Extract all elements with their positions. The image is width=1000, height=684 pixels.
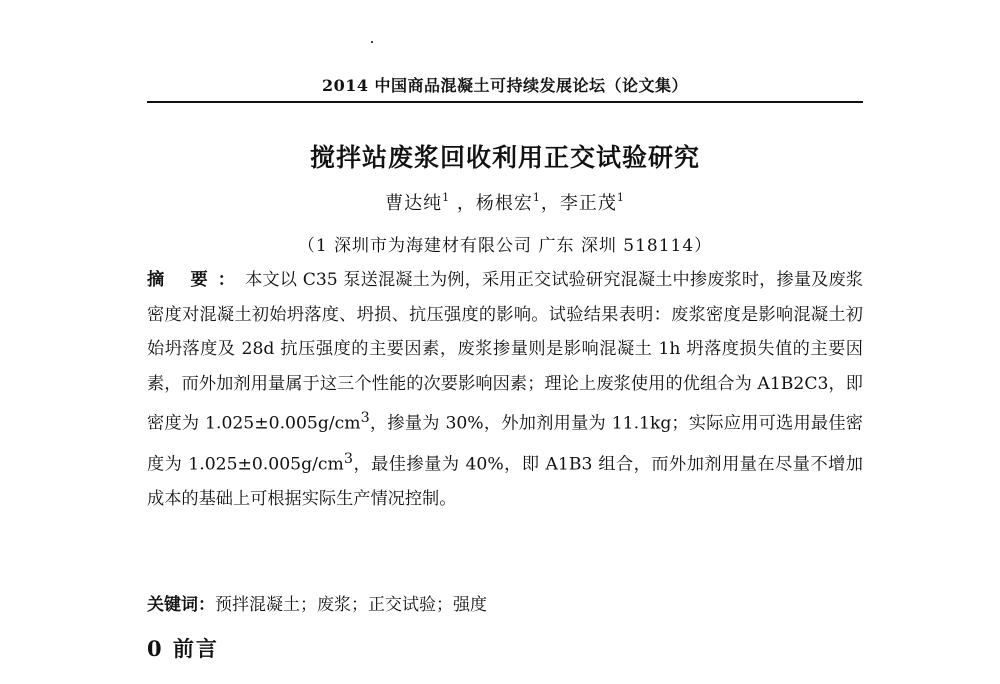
author-name: 曹达纯 <box>385 193 443 214</box>
author-list <box>147 189 863 215</box>
author-affil-mark: 1 <box>442 191 451 204</box>
abstract-text: ，最佳掺量为 40%，即 A1B3 组合，而外加剂用量在尽量不增加成本的基础上可根据实际生产情况控制。 <box>147 454 863 510</box>
author-affil-mark: 1 <box>616 191 625 204</box>
unit-superscript: 3 <box>343 450 353 467</box>
abstract-text: 本文以 C35 泵送混凝土为例，采用正交试验研究混凝土中掺废浆时，掺量及废浆密度对混凝土初始坍落度、坍损、抗压强度的影响。试验结果表明：废浆密度是影响混凝土初始坍落度及 28d 抗压强度的主要因素，废浆掺量则是影响混凝土 1h 坍落度损失值的主要因素，而外加剂用量属于这三个性能的次要影响因素；理论上废浆使用的优组合为 A1B2C3，即密度为 1.025±0.005g/cm <box>147 270 864 435</box>
keywords-label: 关键词： <box>147 595 215 615</box>
author-affil-mark: 1 <box>532 191 541 204</box>
unit-superscript: 3 <box>360 410 370 427</box>
abstract-label: 摘 要： <box>147 270 246 290</box>
scan-speck <box>371 41 373 43</box>
abstract <box>147 263 863 517</box>
header-rule <box>147 101 863 103</box>
keywords <box>147 590 863 615</box>
keywords-text: 预拌混凝土；废浆；正交试验；强度 <box>215 595 487 615</box>
abstract-text: ，掺量为 30%，外加剂用量为 11.1kg；实际应用可选用最佳密度为 1.025±0.005g/cm <box>147 414 863 475</box>
author-name: 李正茂 <box>559 193 617 214</box>
section-heading: 0 前言 <box>147 636 219 661</box>
affiliation: （1 深圳市为海建材有限公司 广东 深圳 518114） <box>297 236 713 256</box>
author-name: 杨根宏 <box>475 193 533 214</box>
author-separator: ， <box>456 193 476 214</box>
cut-off-text-line <box>178 676 598 684</box>
author-separator: ， <box>540 193 560 214</box>
running-header: 2014 中国商品混凝土可持续发展论坛（论文集） <box>321 76 689 95</box>
paper-title: 搅拌站废浆回收利用正交试验研究 <box>309 143 700 172</box>
